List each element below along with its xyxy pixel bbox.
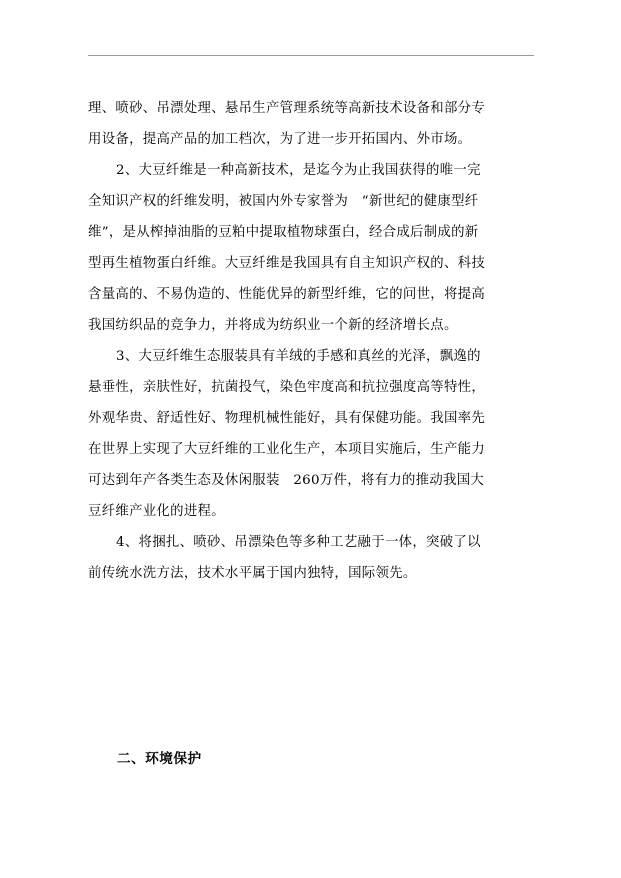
body-text	[88, 93, 534, 589]
text-line: 型再生植物蛋白纤维。大豆纤维是我国具有自主知识产权的、科技	[88, 256, 486, 271]
paragraph-2	[88, 341, 534, 527]
text-line: 维”，是从榨掉油脂的豆粕中提取植物球蛋白，经合成后制成的新	[88, 225, 479, 240]
text-line: 悬垂性，亲肤性好，抗菌投气，染色牢度高和抗拉强度高等特性，	[88, 380, 486, 395]
text-line: 外观华贵、舒适性好、物理机械性能好，具有保健功能。我国率先	[88, 411, 486, 426]
paragraph-3	[88, 527, 534, 589]
section-heading: 二、环境保护	[117, 751, 202, 767]
text-line: 理、喷砂、吊漂处理、悬吊生产管理系统等高新技术设备和部分专	[88, 101, 486, 116]
text-line: 在世界上实现了大豆纤维的工业化生产，本项目实施后，生产能力	[88, 442, 486, 457]
text-line: 含量高的、不易伪造的、性能优异的新型纤维，它的问世，将提高	[88, 287, 486, 302]
text-line: 2、大豆纤维是一种高新技术，是迄今为止我国获得的唯一完	[116, 163, 481, 178]
text-line: 4、将捆扎、喷砂、吊漂染色等多种工艺融于一体，突破了以	[116, 535, 481, 550]
header-rule	[88, 55, 534, 56]
paragraph-1	[88, 155, 534, 341]
text-line: 豆纤维产业化的进程。	[88, 504, 225, 519]
text-line: 全知识产权的纤维发明，被国内外专家誉为 “新世纪的健康型纤	[88, 194, 479, 209]
text-line: 3、大豆纤维生态服装具有羊绒的手感和真丝的光泽，飘逸的	[116, 349, 481, 364]
text-line: 我国纺织品的竞争力，并将成为纺织业一个新的经济增长点。	[88, 318, 458, 333]
text-line: 可达到年产各类生态及休闲服装 260万件，将有力的推动我国大	[88, 473, 485, 488]
paragraph-0	[88, 93, 534, 155]
text-line: 前传统水洗方法，技术水平属于国内独特，国际领先。	[88, 566, 417, 581]
text-line: 用设备，提高产品的加工档次，为了进一步开拓国内、外市场。	[88, 132, 472, 147]
